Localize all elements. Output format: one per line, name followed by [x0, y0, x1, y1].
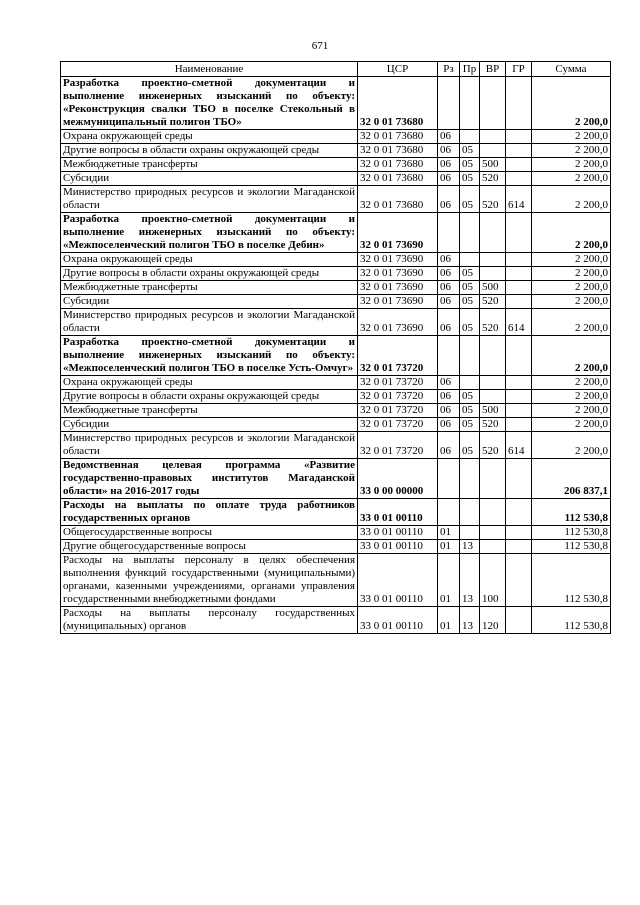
cell-csr: 32 0 01 73720 — [358, 432, 438, 459]
cell-csr: 32 0 01 73680 — [358, 144, 438, 158]
cell-sum: 2 200,0 — [532, 432, 611, 459]
cell-rz: 06 — [438, 404, 460, 418]
cell-name: Другие общегосударственные вопросы — [61, 540, 358, 554]
cell-csr: 33 0 01 00110 — [358, 540, 438, 554]
cell-vr — [480, 526, 506, 540]
cell-gr — [506, 540, 532, 554]
cell-vr — [480, 459, 506, 499]
cell-vr — [480, 336, 506, 376]
cell-name: Другие вопросы в области охраны окружающей среды — [61, 390, 358, 404]
cell-pr — [460, 253, 480, 267]
cell-pr: 05 — [460, 404, 480, 418]
cell-gr — [506, 267, 532, 281]
cell-sum: 2 200,0 — [532, 213, 611, 253]
table-row — [61, 607, 611, 634]
cell-pr: 05 — [460, 295, 480, 309]
cell-csr: 32 0 01 73720 — [358, 390, 438, 404]
cell-vr: 500 — [480, 158, 506, 172]
cell-pr: 05 — [460, 144, 480, 158]
cell-sum: 2 200,0 — [532, 309, 611, 336]
cell-sum: 2 200,0 — [532, 376, 611, 390]
table-row — [61, 309, 611, 336]
cell-sum: 112 530,8 — [532, 607, 611, 634]
cell-name: Расходы на выплаты по оплате труда работников государственных органов — [61, 499, 358, 526]
cell-vr: 500 — [480, 404, 506, 418]
table-row — [61, 172, 611, 186]
cell-vr: 520 — [480, 309, 506, 336]
cell-name: Разработка проектно-сметной документации и выполнение инженерных изысканий по объекту: «Реконструкция свалки ТБО в поселке Стекольный в межмуниципальный полигон ТБО» — [61, 77, 358, 130]
cell-pr: 05 — [460, 390, 480, 404]
cell-vr: 500 — [480, 281, 506, 295]
cell-name: Субсидии — [61, 172, 358, 186]
cell-rz: 06 — [438, 281, 460, 295]
cell-pr: 13 — [460, 540, 480, 554]
cell-rz: 06 — [438, 130, 460, 144]
cell-vr: 520 — [480, 295, 506, 309]
cell-rz: 06 — [438, 309, 460, 336]
cell-gr — [506, 554, 532, 607]
cell-gr — [506, 281, 532, 295]
table-row — [61, 418, 611, 432]
cell-gr — [506, 253, 532, 267]
cell-sum: 206 837,1 — [532, 459, 611, 499]
cell-rz — [438, 499, 460, 526]
cell-pr: 05 — [460, 309, 480, 336]
cell-csr: 32 0 01 73720 — [358, 336, 438, 376]
cell-vr: 100 — [480, 554, 506, 607]
cell-rz — [438, 459, 460, 499]
cell-name: Субсидии — [61, 295, 358, 309]
cell-csr: 33 0 01 00110 — [358, 607, 438, 634]
cell-vr: 520 — [480, 172, 506, 186]
cell-name: Ведомственная целевая программа «Развитие государственно-правовых институтов Магаданской области» на 2016-2017 годы — [61, 459, 358, 499]
table-row — [61, 540, 611, 554]
cell-gr: 614 — [506, 309, 532, 336]
table-row — [61, 295, 611, 309]
cell-name: Межбюджетные трансферты — [61, 158, 358, 172]
header-name: Наименование — [61, 62, 358, 77]
cell-rz: 06 — [438, 418, 460, 432]
cell-pr — [460, 526, 480, 540]
cell-sum: 2 200,0 — [532, 336, 611, 376]
cell-gr: 614 — [506, 432, 532, 459]
header-pr: Пр — [460, 62, 480, 77]
table-row — [61, 404, 611, 418]
cell-rz: 06 — [438, 267, 460, 281]
cell-gr — [506, 459, 532, 499]
cell-csr: 33 0 00 00000 — [358, 459, 438, 499]
cell-vr — [480, 130, 506, 144]
cell-gr — [506, 213, 532, 253]
cell-rz: 06 — [438, 432, 460, 459]
cell-pr: 13 — [460, 554, 480, 607]
cell-sum: 112 530,8 — [532, 499, 611, 526]
table-row — [61, 336, 611, 376]
cell-gr: 614 — [506, 186, 532, 213]
cell-name: Разработка проектно-сметной документации и выполнение инженерных изысканий по объекту: «Межпоселенческий полигон ТБО в поселке Дебин» — [61, 213, 358, 253]
cell-name: Министерство природных ресурсов и экологии Магаданской области — [61, 432, 358, 459]
cell-rz: 01 — [438, 540, 460, 554]
cell-csr: 32 0 01 73680 — [358, 158, 438, 172]
cell-vr — [480, 144, 506, 158]
cell-sum: 2 200,0 — [532, 253, 611, 267]
cell-sum: 2 200,0 — [532, 390, 611, 404]
cell-rz: 01 — [438, 526, 460, 540]
cell-vr — [480, 267, 506, 281]
header-vr: ВР — [480, 62, 506, 77]
cell-sum: 2 200,0 — [532, 186, 611, 213]
cell-name: Охрана окружающей среды — [61, 130, 358, 144]
cell-name: Охрана окружающей среды — [61, 376, 358, 390]
cell-vr: 520 — [480, 186, 506, 213]
cell-name: Расходы на выплаты персоналу в целях обеспечения выполнения функций государственными (муниципальными) органами, казенными учреждениями, органами управления государственными внебюджетными фондами — [61, 554, 358, 607]
cell-vr — [480, 540, 506, 554]
cell-gr — [506, 418, 532, 432]
cell-sum: 2 200,0 — [532, 158, 611, 172]
cell-pr — [460, 499, 480, 526]
cell-name: Межбюджетные трансферты — [61, 404, 358, 418]
cell-rz: 06 — [438, 376, 460, 390]
cell-vr — [480, 376, 506, 390]
cell-pr: 05 — [460, 281, 480, 295]
header-rz: Рз — [438, 62, 460, 77]
cell-sum: 2 200,0 — [532, 295, 611, 309]
cell-csr: 32 0 01 73690 — [358, 281, 438, 295]
cell-vr — [480, 253, 506, 267]
header-sum: Сумма — [532, 62, 611, 77]
table-row — [61, 499, 611, 526]
cell-gr — [506, 336, 532, 376]
cell-name: Другие вопросы в области охраны окружающей среды — [61, 267, 358, 281]
cell-gr — [506, 130, 532, 144]
header-csr: ЦСР — [358, 62, 438, 77]
cell-csr: 33 0 01 00110 — [358, 526, 438, 540]
table-row — [61, 253, 611, 267]
cell-gr — [506, 144, 532, 158]
table-row — [61, 376, 611, 390]
cell-vr: 520 — [480, 418, 506, 432]
cell-name: Субсидии — [61, 418, 358, 432]
cell-csr: 32 0 01 73690 — [358, 309, 438, 336]
cell-gr — [506, 158, 532, 172]
cell-name: Межбюджетные трансферты — [61, 281, 358, 295]
cell-pr — [460, 130, 480, 144]
cell-csr: 32 0 01 73720 — [358, 376, 438, 390]
cell-name: Министерство природных ресурсов и экологии Магаданской области — [61, 186, 358, 213]
cell-vr: 120 — [480, 607, 506, 634]
cell-gr — [506, 404, 532, 418]
table-row — [61, 281, 611, 295]
cell-vr — [480, 499, 506, 526]
cell-pr: 05 — [460, 186, 480, 213]
cell-gr — [506, 376, 532, 390]
cell-sum: 2 200,0 — [532, 418, 611, 432]
cell-name: Расходы на выплаты персоналу государственных (муниципальных) органов — [61, 607, 358, 634]
cell-csr: 32 0 01 73680 — [358, 130, 438, 144]
table-row — [61, 77, 611, 130]
cell-gr — [506, 390, 532, 404]
cell-csr: 33 0 01 00110 — [358, 499, 438, 526]
cell-gr — [506, 499, 532, 526]
cell-pr: 05 — [460, 158, 480, 172]
table-row — [61, 459, 611, 499]
cell-pr: 05 — [460, 172, 480, 186]
cell-rz — [438, 213, 460, 253]
cell-rz: 06 — [438, 253, 460, 267]
cell-csr: 32 0 01 73690 — [358, 253, 438, 267]
cell-csr: 32 0 01 73690 — [358, 267, 438, 281]
budget-table — [60, 61, 611, 634]
cell-pr — [460, 213, 480, 253]
cell-name: Министерство природных ресурсов и экологии Магаданской области — [61, 309, 358, 336]
table-row — [61, 390, 611, 404]
cell-name: Разработка проектно-сметной документации и выполнение инженерных изысканий по объекту: «Межпоселенческий полигон ТБО в поселке Усть-Омчуг» — [61, 336, 358, 376]
table-row — [61, 158, 611, 172]
cell-rz — [438, 77, 460, 130]
cell-rz: 06 — [438, 144, 460, 158]
cell-rz: 06 — [438, 186, 460, 213]
table-row — [61, 267, 611, 281]
cell-rz: 06 — [438, 172, 460, 186]
table-row — [61, 213, 611, 253]
cell-gr — [506, 607, 532, 634]
cell-gr — [506, 172, 532, 186]
cell-csr: 32 0 01 73690 — [358, 213, 438, 253]
cell-csr: 32 0 01 73680 — [358, 172, 438, 186]
cell-sum: 2 200,0 — [532, 77, 611, 130]
cell-rz: 01 — [438, 607, 460, 634]
cell-vr — [480, 390, 506, 404]
cell-sum: 2 200,0 — [532, 281, 611, 295]
cell-sum: 112 530,8 — [532, 526, 611, 540]
cell-name: Другие вопросы в области охраны окружающей среды — [61, 144, 358, 158]
cell-pr: 05 — [460, 418, 480, 432]
table-header-row — [61, 62, 611, 77]
cell-pr: 05 — [460, 267, 480, 281]
cell-sum: 2 200,0 — [532, 404, 611, 418]
cell-name: Охрана окружающей среды — [61, 253, 358, 267]
cell-vr — [480, 213, 506, 253]
cell-rz: 06 — [438, 295, 460, 309]
cell-rz — [438, 336, 460, 376]
cell-rz: 06 — [438, 390, 460, 404]
cell-sum: 2 200,0 — [532, 144, 611, 158]
table-row — [61, 130, 611, 144]
table-row — [61, 432, 611, 459]
cell-rz: 06 — [438, 158, 460, 172]
cell-pr — [460, 459, 480, 499]
cell-sum: 2 200,0 — [532, 172, 611, 186]
cell-csr: 32 0 01 73680 — [358, 186, 438, 213]
cell-pr: 05 — [460, 432, 480, 459]
cell-vr — [480, 77, 506, 130]
cell-csr: 32 0 01 73720 — [358, 418, 438, 432]
cell-csr: 32 0 01 73720 — [358, 404, 438, 418]
table-row — [61, 144, 611, 158]
cell-csr: 33 0 01 00110 — [358, 554, 438, 607]
page-number: 671 — [311, 40, 329, 52]
cell-sum: 2 200,0 — [532, 267, 611, 281]
cell-pr: 13 — [460, 607, 480, 634]
cell-pr — [460, 376, 480, 390]
table-row — [61, 554, 611, 607]
cell-sum: 112 530,8 — [532, 540, 611, 554]
cell-gr — [506, 295, 532, 309]
cell-sum: 112 530,8 — [532, 554, 611, 607]
cell-csr: 32 0 01 73690 — [358, 295, 438, 309]
cell-pr — [460, 336, 480, 376]
cell-sum: 2 200,0 — [532, 130, 611, 144]
table-row — [61, 526, 611, 540]
cell-csr: 32 0 01 73680 — [358, 77, 438, 130]
header-gr: ГР — [506, 62, 532, 77]
cell-rz: 01 — [438, 554, 460, 607]
table-row — [61, 186, 611, 213]
cell-gr — [506, 526, 532, 540]
cell-gr — [506, 77, 532, 130]
cell-name: Общегосударственные вопросы — [61, 526, 358, 540]
cell-vr: 520 — [480, 432, 506, 459]
cell-pr — [460, 77, 480, 130]
